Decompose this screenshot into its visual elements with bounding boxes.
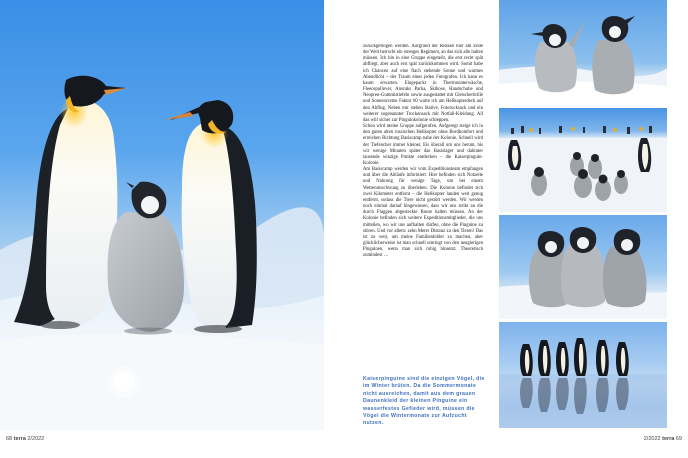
photo-caption: Kaiserpinguine sind die einzigen Vögel, die im Winter brüten. Da die Sommermonate nicht ausreichen, damit aus dem grauen Daunenkleid der kleinen Pinguine ein wasserfestes Gefieder wird, müssen die Vögel die Wintermonate zur Aufzucht nutzen. (363, 376, 485, 427)
huddling-chicks-photo (499, 215, 667, 319)
article-paragraph: Schon wird meine Gruppe aufgerufen. Aufgeregt steige ich in den guten alten russischen Helikopter ohne Bordkomfort und erreichen Richtung Basiscamp nahe der Kolonie. Schnell wird der Tiefencher immer kleiner, Eis überall um uns herum, bis wir wenige Minuten später das Basislager und dahinter tausende winzige Punkte entdecken – die Kaiserpinguin-Kolonie. (363, 124, 483, 166)
penguin-colony-camp-photo (499, 108, 667, 212)
article-paragraph: Am Basiscamp werden wir vom Expeditionsteam empfangen und über die Abläufe informiert. Hier befinden sich Notzelte und Nahrung für wenige Tage, um bei einem Wetterumschwung zu überleben. Die Kolonie befindet sich zwei Kilometer entfernt – die Helikopter landen weit genug entfernt, sodass die Tiere nicht gestört werden. Wir werden noch einmal darauf hingewiesen, dass wir uns strikt an die durch Flaggen abgesteckte Route halten müssen. An der Kolonie befinden sich weitere Expeditionsmitglieder, die uns mitteilen, wo wir uns aufhalten dürfen, ohne die Pinguine zu stören. Und vor allem: zehn Meter Distanz zu den Tieren! Das ist zu weit, um meine Familienbilder zu machen, aber glücklicherweise ist man schnell umringt von den neugierigen Pinguinen, wenn man sich ruhig hinsetzt. Theoretisch zumindest … (363, 167, 483, 259)
folio-right (644, 436, 682, 442)
magazine-name-left: terra (13, 436, 26, 442)
penguin-chick (108, 182, 184, 335)
magazine-name-right: terra (662, 436, 675, 442)
page-number-right: 69 (675, 436, 682, 442)
article-paragraph: zurückgeflogen werden. Aufgrund der Risiken hier am Ende der Welt herrscht ein strenges Regiment, an das sich alle halten müssen. Ich bin in eine Gruppe eingeteilt, die erst recht spät abfliegt, aber auch erst spät zurückkommen wird. Somit habe ich Chancen auf eine flach stehende Sonne und warmes Abendlicht – der Traum eines jeden Fotografen. Ich kann es kaum erwarten. Eingepackt in Thermounterwäsche, Fleecepullover, Anoraks Parka, Skihose, Handschuhe und Neopren-Gummistiefeln sowie ausgestattet mit Gletscherbrille und Sonnencreme Faktor 60 warte ich am Helikopterdeck auf den Abflug. Neben mir stehen Stative, Fotorucksack und ein weiterer sogenannter Trockensack mit Notfall-Kleidung. All das will sicher zur Pinguinkolonie schleppen. (363, 44, 483, 123)
issue-right: 2/2022 (643, 436, 661, 442)
emperor-penguin-family-photo (0, 0, 324, 430)
penguin-family-illustration (0, 0, 324, 430)
penguin-row (520, 338, 629, 376)
penguins-on-ice-reflection-photo (499, 322, 667, 428)
folio-left (6, 436, 44, 442)
article-text-column (363, 44, 483, 358)
issue-left: 2/2022 (27, 436, 45, 442)
page-number-left: 68 (6, 436, 13, 442)
two-penguin-chicks-photo (499, 0, 667, 104)
